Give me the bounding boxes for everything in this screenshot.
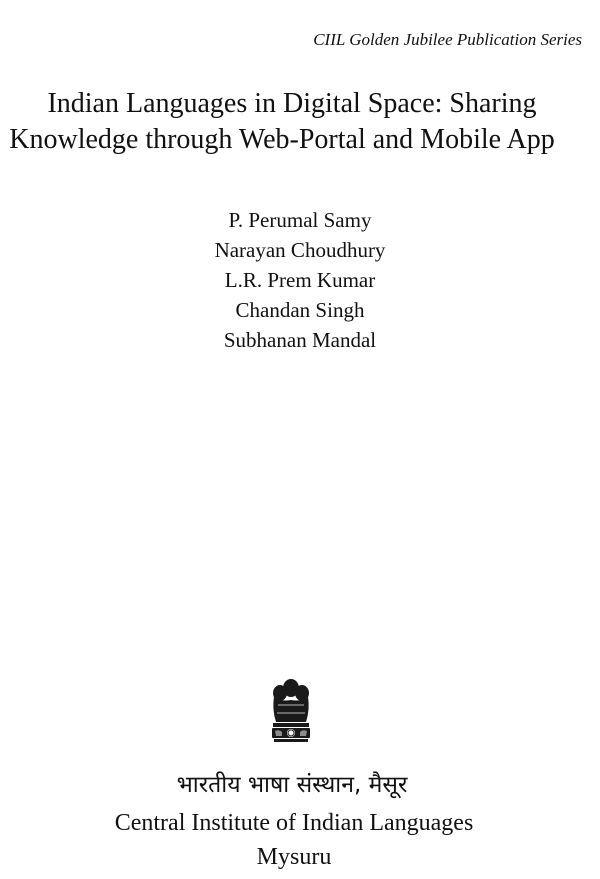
series-name: CIIL Golden Jubilee Publication Series <box>313 30 582 49</box>
book-title-line-2: Knowledge through Web-Portal and Mobile App <box>9 124 555 155</box>
national-emblem-icon <box>268 676 314 766</box>
publisher-name: Central Institute of Indian Languages <box>114 810 474 836</box>
book-title <box>0 86 600 158</box>
author-name: Chandan Singh <box>235 298 365 322</box>
author-name: Subhanan Mandal <box>223 328 377 352</box>
author-name: L.R. Prem Kumar <box>224 268 376 292</box>
publisher-city: Mysuru <box>256 844 332 870</box>
book-title-line-1: Indian Languages in Digital Space: Sharing <box>47 88 537 119</box>
author-list <box>190 205 410 355</box>
author-name: Narayan Choudhury <box>214 238 386 262</box>
author-name: P. Perumal Samy <box>228 208 372 232</box>
publisher-name-hindi: भारतीय भाषा संस्थान, मैसूर <box>176 772 408 798</box>
